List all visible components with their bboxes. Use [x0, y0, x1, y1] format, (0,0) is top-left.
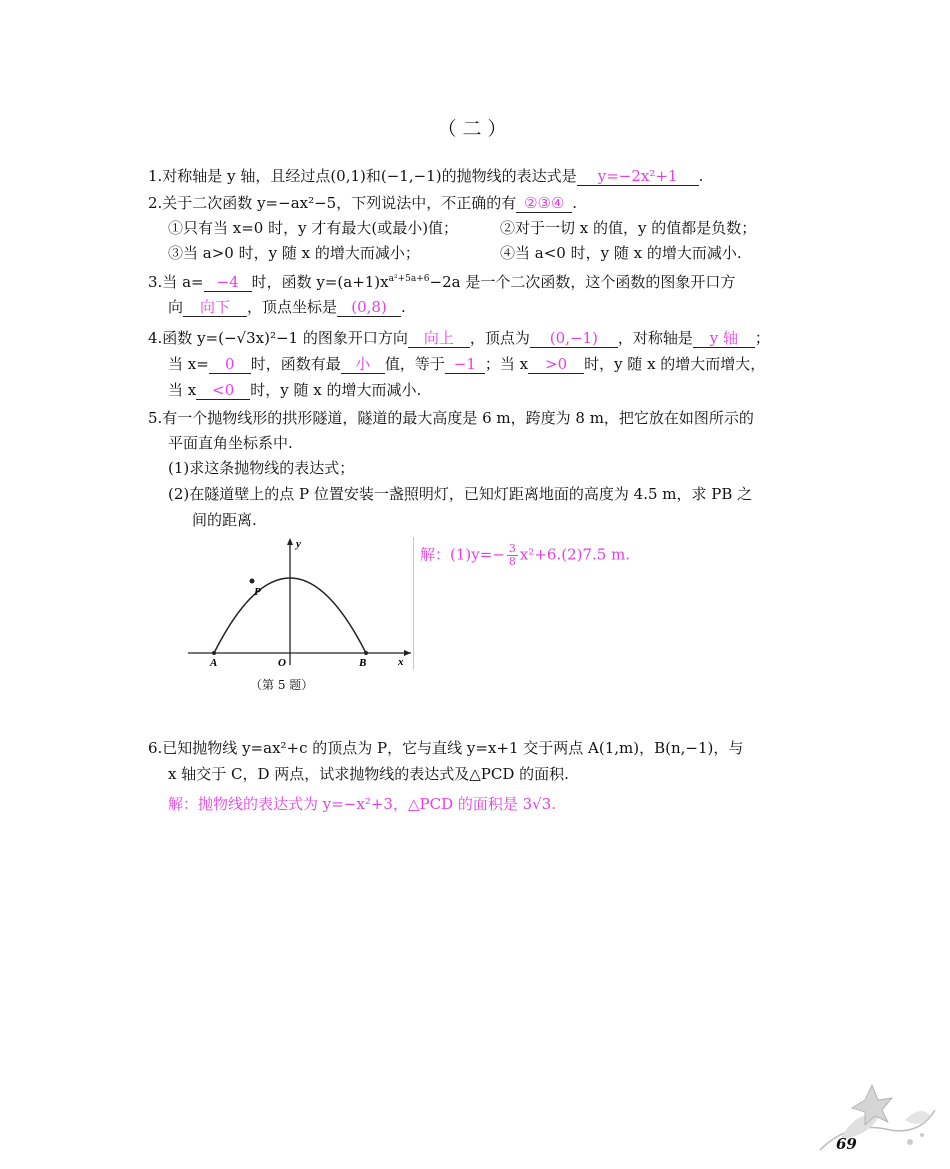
x-axis-arrow — [404, 650, 411, 656]
divider-line — [413, 537, 414, 670]
question-4-line-3: 当 x <0 时，y 随 x 的增大而减小. — [168, 381, 422, 399]
point-p — [250, 579, 255, 584]
x-axis-label: x — [398, 656, 404, 668]
label-a: A — [210, 657, 218, 669]
question-5-sub-2-cont: 间的距离. — [192, 511, 257, 529]
fraction-3-8: $\frac{3}{8}$ — [508, 542, 516, 568]
question-6-line-2: x 轴交于 C，D 两点，试求抛物线的表达式及△PCD 的面积. — [168, 765, 569, 783]
tunnel-parabola-figure — [186, 535, 416, 670]
q4-answer-axis: y 轴 — [693, 329, 755, 348]
question-5: 5.有一个抛物线形的拱形隧道，隧道的最大高度是 6 m，跨度为 8 m，把它放在如图所示的 — [148, 409, 754, 427]
q2-option-4: ④当 a<0 时，y 随 x 的增大而减小. — [500, 244, 742, 262]
question-6: 6.已知抛物线 y=ax²+c 的顶点为 P，它与直线 y=x+1 交于两点 A(1,m)，B(n,−1)，与 — [148, 739, 744, 757]
label-b: B — [359, 657, 367, 669]
y-axis-arrow — [287, 538, 293, 545]
question-5-line-2: 平面直角坐标系中. — [168, 434, 293, 452]
question-4-line-2: 当 x= 0 时，函数有最 小 值，等于 −1 ；当 x >0 时，y 随 x 的增大而增大， — [168, 355, 766, 373]
q3-answer-direction: 向下 — [183, 298, 247, 317]
q4-answer-increase: >0 — [528, 355, 584, 374]
section-title: （二） — [437, 118, 513, 140]
question-3: 3.当 a= −4 时，函数 $y=(a+1)x^{a^2+5a+6}-2a$ 是一个二次函数，这个函数的图象开口方 — [148, 273, 736, 291]
point-b — [364, 651, 368, 655]
q4-answer-vertex: (0,−1) — [530, 329, 618, 348]
label-o: O — [278, 657, 286, 669]
question-3-line-2: 向 向下 ，顶点坐标是 (0,8) . — [168, 298, 406, 316]
q2-option-1: ①只有当 x=0 时，y 才有最大(或最小)值； — [168, 219, 459, 237]
q6-solution: 解：抛物线的表达式为 y=−x²+3，△PCD 的面积是 3√3. — [168, 795, 557, 813]
y-axis-label: y — [296, 538, 301, 550]
q5-solution: 解：(1)y=− $\frac{3}{8}$ x²+6.(2)7.5 m. — [420, 542, 631, 568]
question-5-sub-2: (2)在隧道壁上的点 P 位置安装一盏照明灯，已知灯距离地面的高度为 4.5 m，求 PB 之 — [168, 485, 753, 503]
q4-answer-direction: 向上 — [408, 329, 470, 348]
q2-answer: ②③④ — [516, 194, 572, 213]
q4-answer-decrease: <0 — [196, 381, 250, 400]
point-a — [212, 651, 216, 655]
question-5-sub-1: (1)求这条抛物线的表达式； — [168, 459, 355, 477]
q4-answer-value: −1 — [445, 355, 485, 374]
q4-answer-extreme: 小 — [341, 355, 385, 374]
q3-answer-a: −4 — [204, 273, 252, 292]
flower-ornament-icon — [810, 1080, 940, 1160]
question-4: 4.函数 y=(−√3x)²−1 的图象开口方向 向上 ，顶点为 (0,−1) ，对称轴是 y 轴 ； — [148, 329, 770, 347]
q3-answer-vertex: (0,8) — [337, 298, 401, 317]
page-number: 69 — [836, 1135, 857, 1153]
question-2: 2.关于二次函数 y=−ax²−5，下列说法中，不正确的有 ②③④ . — [148, 194, 578, 212]
figure-caption: （第 5 题） — [250, 678, 314, 692]
q4-answer-x: 0 — [209, 355, 251, 374]
label-p: P — [254, 586, 261, 598]
q2-option-2: ②对于一切 x 的值，y 的值都是负数； — [500, 219, 757, 237]
q1-answer: y=−2x²+1 — [577, 167, 699, 186]
question-1: 1.对称轴是 y 轴，且经过点(0,1)和(−1,−1)的抛物线的表达式是 y=−2x²+1 . — [148, 167, 704, 185]
q2-option-3: ③当 a>0 时，y 随 x 的增大而减小； — [168, 244, 420, 262]
